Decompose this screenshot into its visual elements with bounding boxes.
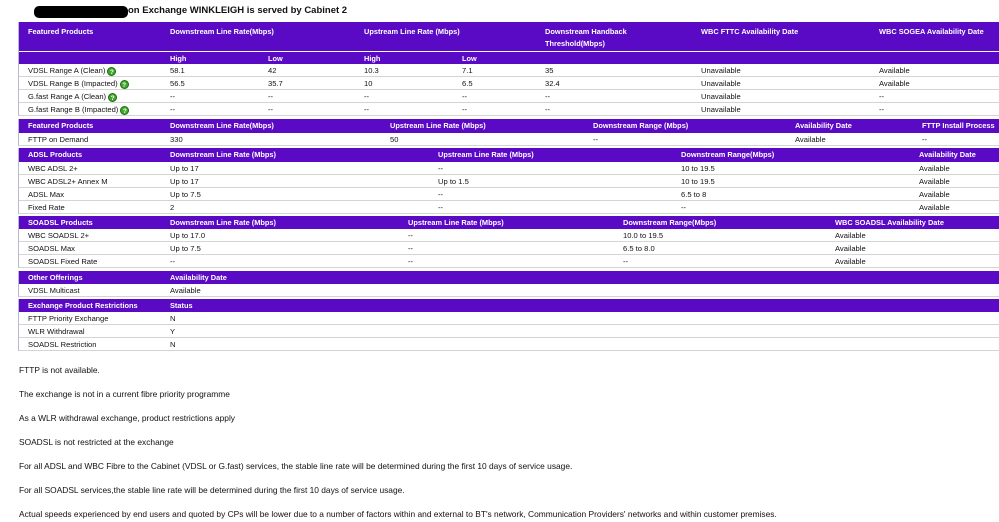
featured-products-table [18, 22, 999, 116]
restriction-name: WLR Withdrawal [28, 327, 85, 336]
cell-value: -- [623, 257, 629, 266]
note-text: For all SOADSL services,the stable line rate will be determined during the first 10 days of service usage. [19, 485, 405, 495]
product-name: WBC SOADSL 2+ [28, 231, 90, 240]
col-header-downstream: Downstream Line Rate (Mbps) [170, 150, 276, 159]
subheader-low: Low [462, 54, 477, 63]
title-bar [0, 0, 999, 22]
question-icon[interactable]: ? [107, 67, 116, 76]
col-header-upstream: Upstream Line Rate (Mbps) [364, 27, 460, 36]
note-text: For all ADSL and WBC Fibre to the Cabinet (VDSL or G.fast) services, the stable line rate will be determined during the first 10 days of service usage. [19, 461, 573, 471]
col-header-product: Featured Products [28, 27, 94, 36]
cell-value: 35.7 [268, 79, 283, 88]
adsl-table [18, 148, 999, 214]
cell-value: -- [268, 92, 274, 101]
cell-value: Available [835, 257, 866, 266]
cell-value: -- [364, 105, 370, 114]
cell-value: Available [919, 203, 950, 212]
cell-value: -- [593, 135, 599, 144]
col-header-fttc-date: WBC FTTC Availability Date [701, 27, 799, 36]
cell-value: -- [462, 105, 468, 114]
col-header-downstream: Downstream Line Rate(Mbps) [170, 27, 274, 36]
table-subheader [19, 51, 999, 64]
table-row [19, 325, 999, 338]
table-row [19, 284, 999, 297]
product-name: G.fast Range B (Impacted) ? [28, 103, 129, 116]
cell-value: -- [681, 203, 687, 212]
table-row [19, 312, 999, 325]
cell-value: -- [438, 190, 444, 199]
redacted-block [34, 6, 128, 18]
cell-value: Unavailable [701, 66, 741, 75]
table-row [19, 201, 999, 214]
col-header-upstream: Upstream Line Rate (Mbps) [408, 218, 504, 227]
col-header-availability: WBC SOADSL Availability Date [835, 218, 944, 227]
product-name: WBC ADSL 2+ [28, 164, 78, 173]
cell-value: -- [170, 257, 176, 266]
table-header [19, 271, 999, 284]
col-header-sogea-date: WBC SOGEA Availability Date [879, 27, 984, 36]
table-header [19, 148, 999, 162]
cell-value: Available [835, 231, 866, 240]
cell-value: 6.5 to 8 [681, 190, 707, 199]
note-text: The exchange is not in a current fibre priority programme [19, 389, 230, 399]
col-header-upstream: Upstream Line Rate (Mbps) [390, 121, 486, 130]
table-row [19, 188, 999, 201]
col-header-availability: Availability Date [919, 150, 976, 159]
cell-value: 7.1 [462, 66, 473, 75]
cell-value: N [170, 314, 176, 323]
cell-value: Unavailable [701, 79, 741, 88]
product-name: VDSL Range A (Clean) ? [28, 64, 116, 77]
cell-value: N [170, 340, 176, 349]
question-icon[interactable]: ? [108, 93, 117, 102]
cell-value: -- [462, 92, 468, 101]
product-name: WBC ADSL2+ Annex M [28, 177, 108, 186]
note-text: As a WLR withdrawal exchange, product restrictions apply [19, 413, 235, 423]
cell-value: Up to 1.5 [438, 177, 469, 186]
col-header-upstream: Upstream Line Rate (Mbps) [438, 150, 534, 159]
restriction-name: SOADSL Restriction [28, 340, 97, 349]
subheader-low: Low [268, 54, 283, 63]
product-name: FTTP on Demand [28, 135, 89, 144]
product-name: G.fast Range A (Clean) ? [28, 90, 117, 103]
table-row [19, 90, 999, 103]
cell-value: 6.5 to 8.0 [623, 244, 655, 253]
col-header-product: ADSL Products [28, 150, 83, 159]
table-row [19, 175, 999, 188]
col-header-handback: Downstream Handback [545, 27, 627, 36]
question-icon[interactable]: ? [120, 106, 129, 115]
cell-value: 2 [170, 203, 175, 212]
product-name: VDSL Multicast [28, 286, 80, 295]
cell-value: Available [919, 190, 950, 199]
table-header [19, 299, 999, 312]
cell-value: 10 to 19.5 [681, 164, 715, 173]
table-row [19, 162, 999, 175]
col-header-handback-2: Threshold(Mbps) [545, 39, 605, 48]
cell-value: -- [408, 231, 414, 240]
table-row [19, 242, 999, 255]
subheader-high: High [364, 54, 381, 63]
table-row [19, 338, 999, 351]
cell-value: 10 [364, 79, 373, 88]
cell-value: 56.5 [170, 79, 185, 88]
soadsl-table [18, 216, 999, 268]
cell-value: Up to 7.5 [170, 244, 201, 253]
cell-value: 35 [545, 66, 554, 75]
cell-value: -- [545, 92, 551, 101]
other-offerings-table [18, 271, 999, 297]
cell-value: Available [795, 135, 826, 144]
table-row [19, 133, 999, 146]
table-row [19, 77, 999, 90]
col-header-downstream: Downstream Line Rate(Mbps) [170, 121, 274, 130]
table-header [19, 119, 999, 133]
cell-value: -- [545, 105, 551, 114]
cell-value: Available [919, 177, 950, 186]
col-header-range: Downstream Range(Mbps) [623, 218, 717, 227]
cell-value: Up to 17 [170, 164, 199, 173]
cell-value: 10.0 to 19.5 [623, 231, 664, 240]
cell-value: Up to 17 [170, 177, 199, 186]
cell-value: -- [170, 105, 176, 114]
cell-value: 32.4 [545, 79, 560, 88]
cell-value: -- [922, 135, 928, 144]
cell-value: Y [170, 327, 176, 336]
cell-value: Available [835, 244, 866, 253]
restrictions-table [18, 299, 999, 351]
cell-value: -- [268, 105, 274, 114]
cell-value: 50 [390, 135, 399, 144]
col-header-install: FTTP Install Process [922, 121, 995, 130]
subheader-high: High [170, 54, 187, 63]
col-header-availability: Availability Date [795, 121, 852, 130]
cell-value: Available [879, 66, 910, 75]
product-name: SOADSL Fixed Rate [28, 257, 98, 266]
col-header-downstream: Downstream Line Rate (Mbps) [170, 218, 276, 227]
cell-value: -- [438, 203, 444, 212]
cell-value: Unavailable [701, 92, 741, 101]
table-header [19, 216, 999, 229]
col-header-product: Featured Products [28, 121, 94, 130]
note-text: FTTP is not available. [19, 365, 100, 375]
col-header-status: Status [170, 301, 193, 310]
cell-value: 10.3 [364, 66, 379, 75]
cell-value: -- [408, 257, 414, 266]
product-name: VDSL Range B (Impacted) ? [28, 77, 129, 90]
col-header-range: Downstream Range(Mbps) [681, 150, 775, 159]
product-name: SOADSL Max [28, 244, 75, 253]
cell-value: -- [879, 105, 885, 114]
cell-value: 6.5 [462, 79, 473, 88]
cell-value: Up to 7.5 [170, 190, 201, 199]
cell-value: -- [364, 92, 370, 101]
table-header [19, 22, 999, 51]
note-text: SOADSL is not restricted at the exchange [19, 437, 174, 447]
cell-value: Up to 17.0 [170, 231, 206, 240]
col-header-range: Downstream Range (Mbps) [593, 121, 689, 130]
question-icon[interactable]: ? [120, 80, 129, 89]
cell-value: -- [879, 92, 885, 101]
page-title: on Exchange WINKLEIGH is served by Cabinet 2 [128, 5, 348, 16]
product-name: ADSL Max [28, 190, 65, 199]
note-text: Actual speeds experienced by end users and quoted by CPs will be lower due to a number of factors within and external to BT's network, Communication Providers' networks and within customer premises. [19, 509, 777, 519]
cell-value: 10 to 19.5 [681, 177, 715, 186]
cell-value: 58.1 [170, 66, 185, 75]
cell-value: Unavailable [701, 105, 741, 114]
cell-value: 42 [268, 66, 277, 75]
table-row [19, 229, 999, 242]
cell-value: -- [438, 164, 444, 173]
cell-value: -- [170, 92, 176, 101]
cell-value: 330 [170, 135, 183, 144]
cell-value: -- [408, 244, 414, 253]
table-row [19, 103, 999, 116]
col-header-availability: Availability Date [170, 273, 227, 282]
cell-value: Available [919, 164, 950, 173]
cell-value: Available [170, 286, 201, 295]
restriction-name: FTTP Priority Exchange [28, 314, 109, 323]
fttp-table [18, 119, 999, 146]
table-row [19, 255, 999, 268]
col-header-restriction: Exchange Product Restrictions [28, 301, 138, 310]
product-name: Fixed Rate [28, 203, 65, 212]
col-header-product: Other Offerings [28, 273, 83, 282]
col-header-product: SOADSL Products [28, 218, 93, 227]
table-row [19, 64, 999, 77]
cell-value: Available [879, 79, 910, 88]
